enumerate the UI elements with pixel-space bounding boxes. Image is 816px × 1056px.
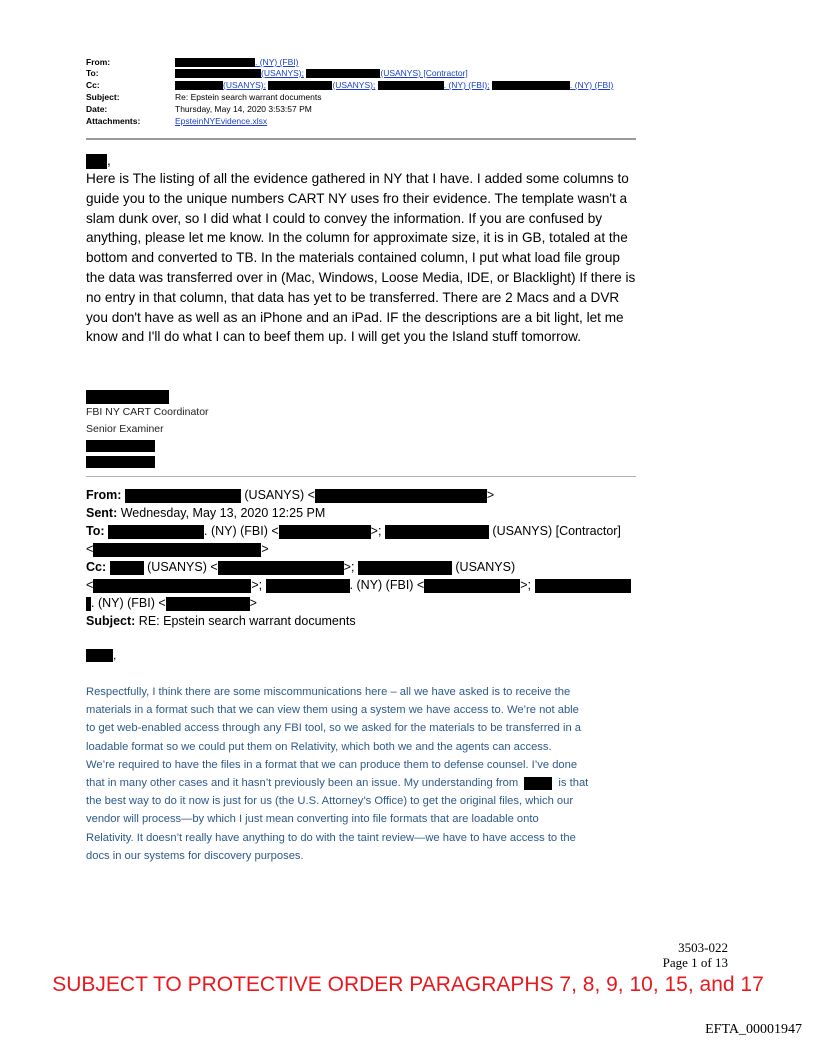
reply-line: vendor will process—by which I just mean converting into file formats that are loadable onto bbox=[86, 813, 539, 826]
redaction-bar bbox=[166, 597, 250, 611]
header-cc-row bbox=[86, 80, 646, 90]
to-label: To: bbox=[86, 68, 99, 78]
reply-line: to get web-enabled access through any FBI tool, so we asked for the materials to be transferred in a bbox=[86, 722, 582, 735]
to-value-1[interactable]: (USANYS); bbox=[261, 68, 304, 78]
protective-order-notice: SUBJECT TO PROTECTIVE ORDER PARAGRAPHS 7, 8, 9, 10, 15, and 17 bbox=[52, 973, 764, 996]
redaction-bar bbox=[175, 58, 255, 67]
fwd-sent-label: Sent: bbox=[86, 506, 118, 520]
reply-line: We’re required to have the files in a format that we can produce them to defense counsel. I’ve done bbox=[86, 758, 578, 771]
fwd-cc-row bbox=[86, 558, 515, 576]
fwd-from-value: (USANYS) < bbox=[244, 488, 315, 502]
fwd-to-row-2 bbox=[86, 540, 269, 558]
cc-value-3[interactable]: . (NY) (FBI); bbox=[443, 80, 490, 90]
greeting-comma: , bbox=[107, 153, 111, 168]
redaction-bar bbox=[175, 69, 261, 78]
fwd-cc-line3-end: > bbox=[249, 596, 257, 610]
redaction-bar bbox=[93, 543, 261, 557]
attachments-label: Attachments: bbox=[86, 116, 141, 126]
redaction-bar bbox=[86, 440, 155, 452]
doc-number: 3503-022 bbox=[678, 940, 728, 955]
redaction-bar bbox=[315, 489, 487, 503]
redaction-bar bbox=[108, 525, 204, 539]
reply-body bbox=[86, 683, 646, 865]
cc-value-4[interactable]: . (NY) (FBI) bbox=[569, 80, 614, 90]
redaction-bar bbox=[279, 525, 371, 539]
fwd-cc-value-2: >; bbox=[343, 560, 355, 574]
from-label: From: bbox=[86, 57, 111, 67]
redaction-bar bbox=[125, 489, 241, 503]
header-attachments-row bbox=[86, 116, 646, 126]
date-label: Date: bbox=[86, 104, 108, 114]
message-body: Here is The listing of all the evidence gathered in NY that I have. I added some columns to guide you to the unique numbers CART NY uses fro their evidence. The template wasn't a slam dunk over, so I did what I could to convey the information. If you are confused by anything, please let me know. In the column for approximate size, it is in GB, totaled at the bottom and converted to TB. In the materials contained column, I put what load file group the data was transferred over in (Mac, Windows, Loose Media, IDE, or Blacklight) If there is no entry in that column, that data has yet to be transferred. There are 2 Macs and a DVR you don't have as well as an iPhone and an iPad. IF the descriptions are a bit light, let me know and I'll do what I can to beef them up. I will get you the Island stuff tomorrow. bbox=[86, 171, 636, 345]
redaction-bar bbox=[358, 561, 452, 575]
bates-number: EFTA_00001947 bbox=[705, 1022, 802, 1037]
fwd-from-label: From: bbox=[86, 488, 122, 502]
page-number: Page 1 of 13 bbox=[662, 955, 728, 970]
reply-greeting-comma: , bbox=[113, 648, 117, 662]
to-value-2[interactable]: (USANYS) [Contractor] bbox=[380, 68, 468, 78]
fwd-subject-row bbox=[86, 612, 356, 630]
fwd-cc-row-2 bbox=[86, 576, 631, 594]
redaction-bar bbox=[424, 579, 520, 593]
reply-line-with-redaction bbox=[86, 774, 646, 792]
redaction-bar bbox=[524, 777, 552, 790]
redaction-bar bbox=[218, 561, 344, 575]
redaction-bar bbox=[110, 561, 144, 575]
fwd-to-value-1: . (NY) (FBI) < bbox=[204, 524, 279, 538]
signature-title: FBI NY CART Coordinator bbox=[86, 406, 209, 418]
redaction-bar bbox=[86, 390, 169, 404]
redaction-bar bbox=[86, 649, 113, 662]
reply-line: loadable format so we could put them on Relativity, which both we and the agents can access. bbox=[86, 740, 552, 753]
to-value-wrap bbox=[175, 68, 468, 78]
fwd-subject-label: Subject: bbox=[86, 614, 136, 628]
fwd-to-line2-start: < bbox=[86, 542, 94, 556]
redaction-bar bbox=[86, 154, 107, 169]
redaction-bar bbox=[266, 579, 350, 593]
cc-value-wrap bbox=[175, 80, 613, 90]
fwd-from-end: > bbox=[486, 488, 495, 502]
date-value: Thursday, May 14, 2020 3:53:57 PM bbox=[175, 104, 312, 114]
fwd-to-label: To: bbox=[86, 524, 105, 538]
header-divider bbox=[86, 138, 636, 140]
header-to-row bbox=[86, 68, 646, 78]
reply-line-tail: is that bbox=[558, 777, 589, 790]
fwd-cc-value-1: (USANYS) < bbox=[147, 560, 218, 574]
redaction-bar bbox=[93, 579, 251, 593]
redaction-bar bbox=[306, 69, 380, 78]
redaction-bar bbox=[535, 579, 631, 593]
greeting bbox=[86, 151, 111, 171]
fwd-cc-value-3: (USANYS) bbox=[455, 560, 516, 574]
fwd-sent-row bbox=[86, 504, 325, 522]
fwd-to-value-3: (USANYS) [Contractor] bbox=[492, 524, 621, 538]
header-subject-row bbox=[86, 92, 646, 102]
reply-line: the best way to do it now is just for us (the U.S. Attorney’s Office) to get the original files, which our bbox=[86, 795, 574, 808]
fwd-cc-line2-mid3: >; bbox=[520, 578, 532, 592]
from-value-wrap bbox=[175, 57, 298, 67]
header-date-row bbox=[86, 104, 646, 114]
redaction-bar bbox=[492, 81, 570, 90]
fwd-cc-line2-mid2: . (NY) (FBI) < bbox=[349, 578, 425, 592]
reply-greeting bbox=[86, 647, 116, 663]
fwd-cc-line2-mid1: >; bbox=[251, 578, 263, 592]
cc-label: Cc: bbox=[86, 80, 100, 90]
attachment-link[interactable]: EpsteinNYEvidence.xlsx bbox=[175, 116, 268, 126]
fwd-subject-value: RE: Epstein search warrant documents bbox=[138, 614, 356, 628]
redaction-bar bbox=[175, 81, 223, 90]
from-value[interactable]: . (NY) (FBI) bbox=[255, 57, 299, 67]
fwd-cc-line2-start: < bbox=[86, 578, 94, 592]
reply-line: docs in our systems for discovery purposes. bbox=[86, 849, 304, 862]
fwd-to-line2-end: > bbox=[261, 542, 269, 556]
reply-line: materials in a format such that we can view them using a system we have access to. We’re not able bbox=[86, 704, 579, 717]
cc-value-1[interactable]: (USANYS); bbox=[223, 80, 266, 90]
fwd-to-row bbox=[86, 522, 621, 540]
fwd-cc-line3-start: . (NY) (FBI) < bbox=[91, 596, 166, 610]
forward-divider bbox=[86, 476, 636, 477]
fwd-sent-value: Wednesday, May 13, 2020 12:25 PM bbox=[120, 506, 326, 520]
header-from-row bbox=[86, 57, 646, 67]
redaction-bar bbox=[385, 525, 489, 539]
subject-value: Re: Epstein search warrant documents bbox=[175, 92, 322, 102]
redaction-bar bbox=[86, 456, 155, 468]
cc-value-2[interactable]: (USANYS); bbox=[332, 80, 376, 90]
fwd-cc-row-3 bbox=[86, 594, 257, 612]
reply-line: Respectfully, I think there are some miscommunications here – all we have asked is to receive the bbox=[86, 686, 571, 698]
fwd-to-value-2: >; bbox=[370, 524, 382, 538]
fwd-cc-label: Cc: bbox=[86, 560, 107, 574]
subject-label: Subject: bbox=[86, 92, 120, 102]
redaction-bar bbox=[378, 81, 444, 90]
signature-role: Senior Examiner bbox=[86, 423, 164, 435]
reply-line: Relativity. It doesn’t really have anything to do with the taint review—we have to have access to the bbox=[86, 831, 576, 844]
redaction-bar bbox=[268, 81, 332, 90]
fwd-from-row bbox=[86, 486, 494, 504]
reply-line: that in many other cases and it hasn’t previously been an issue. My understanding from bbox=[86, 777, 519, 790]
